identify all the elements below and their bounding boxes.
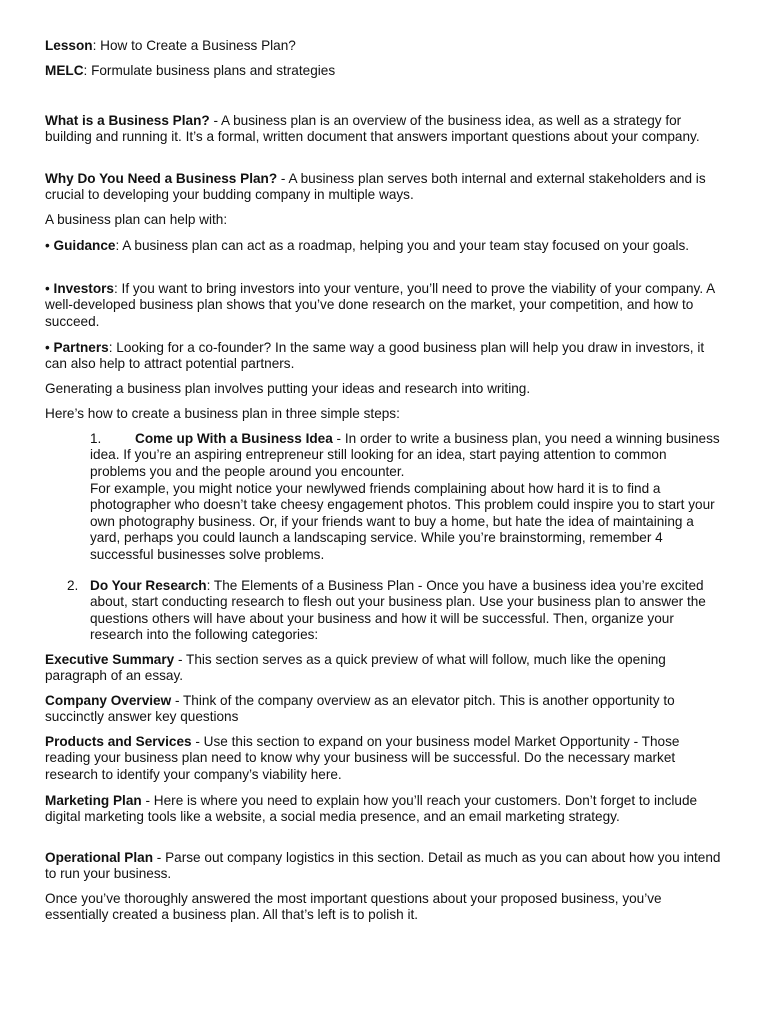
bullet-label: Guidance: [49, 238, 116, 253]
why-need-text: - A business plan serves both internal and external stakeholders and is crucial to developing your budding company in multiple ways.: [45, 171, 706, 203]
why-need-paragraph: [45, 171, 721, 204]
section-products-services: [45, 734, 721, 783]
section-title: Operational Plan: [45, 850, 154, 865]
lesson-text: : How to Create a Business Plan?: [92, 38, 296, 53]
melc-text: : Formulate business plans and strategies: [83, 63, 336, 78]
section-title: Marketing Plan: [45, 793, 142, 808]
section-text: - This section serves as a quick preview of what will follow, much like the opening paragraph of an essay.: [45, 652, 666, 684]
step-text: : The Elements of a Business Plan - Once you have a business idea you’re excited about, start conducting research to flesh out your business plan. Use your business plan to answer the questions others will have about your business and how it will be successful. Then, organize your research into the following categories:: [90, 578, 706, 643]
lesson-line: [45, 38, 721, 54]
what-is-paragraph: [45, 113, 721, 146]
section-operational-plan: [45, 850, 721, 883]
section-title: Products and Services: [45, 734, 192, 749]
step-number: 1.: [90, 431, 102, 446]
bullet-text: : Looking for a co-founder? In the same way a good business plan will help you draw in investors, it can also help to attract potential partners.: [45, 340, 705, 372]
generating-paragraph: Generating a business plan involves putting your ideas and research into writing.: [45, 381, 531, 396]
section-marketing-plan: [45, 793, 721, 826]
bullet-marker: •: [45, 281, 50, 296]
melc-label: MELC: [45, 63, 84, 78]
step-1-example: For example, you might notice your newlywed friends complaining about how hard it is to find a photographer who doesn’t take cheesy engagement photos. This problem could inspire you to start your own photography business. Or, if your friends want to buy a home, but hate the idea of maintaining a yard, perhaps you could launch a landscaping service. While you’re brainstorming, remember 4 successful businesses solve problems.: [90, 481, 715, 562]
steps-intro: Here’s how to create a business plan in three simple steps:: [45, 406, 400, 421]
step-number: 2.: [67, 578, 79, 593]
section-text: - Parse out company logistics in this section. Detail as much as you can about how you intend to run your business.: [45, 850, 721, 882]
step-title: Do Your Research: [90, 578, 207, 593]
section-company-overview: [45, 693, 721, 726]
help-intro: A business plan can help with:: [45, 212, 228, 227]
what-is-heading: What is a Business Plan?: [45, 113, 210, 128]
section-title: Executive Summary: [45, 652, 175, 667]
bullet-label: Investors: [49, 281, 114, 296]
melc-line: [45, 63, 721, 79]
bullet-marker: •: [45, 238, 50, 253]
bullet-marker: •: [45, 340, 50, 355]
section-text: - Think of the company overview as an elevator pitch. This is another opportunity to succinctly answer key questions: [45, 693, 675, 725]
bullet-guidance: [45, 238, 721, 254]
why-need-heading: Why Do You Need a Business Plan?: [45, 171, 278, 186]
bullet-label: Partners: [49, 340, 109, 355]
what-is-text: - A business plan is an overview of the business idea, as well as a strategy for building and running it. It’s a formal, written document that answers important questions about your company.: [45, 113, 700, 145]
step-1: [90, 431, 724, 480]
bullet-text: : If you want to bring investors into your venture, you’ll need to prove the viability of your company. A well-developed business plan shows that you’ve done research on the market, your competition, and how to succeed.: [45, 281, 715, 329]
section-executive-summary: [45, 652, 721, 685]
step-title: Come up With a Business Idea: [135, 431, 333, 446]
section-text: - Here is where you need to explain how you’ll reach your customers. Don’t forget to include digital marketing tools like a website, a social media presence, and an email marketing strategy.: [45, 793, 698, 825]
step-text: - In order to write a business plan, you need a winning business idea. If you’re an aspiring entrepreneur still looking for an idea, start paying attention to common problems you and the people around you encounter.: [90, 431, 720, 479]
step-2: [90, 578, 724, 644]
section-text: - Use this section to expand on your business model Market Opportunity - Those reading your business plan need to know why your business will be successful. Do the necessary market research to identify your company’s viability here.: [45, 734, 680, 782]
section-title: Company Overview: [45, 693, 172, 708]
bullet-text: : A business plan can act as a roadmap, helping you and your team stay focused on your goals.: [115, 238, 690, 253]
bullet-investors: [45, 281, 721, 330]
closing-paragraph: Once you’ve thoroughly answered the most important questions about your proposed business, you’ve essentially created a business plan. All that’s left is to polish it.: [45, 891, 662, 923]
lesson-label: Lesson: [45, 38, 93, 53]
bullet-partners: [45, 340, 721, 373]
